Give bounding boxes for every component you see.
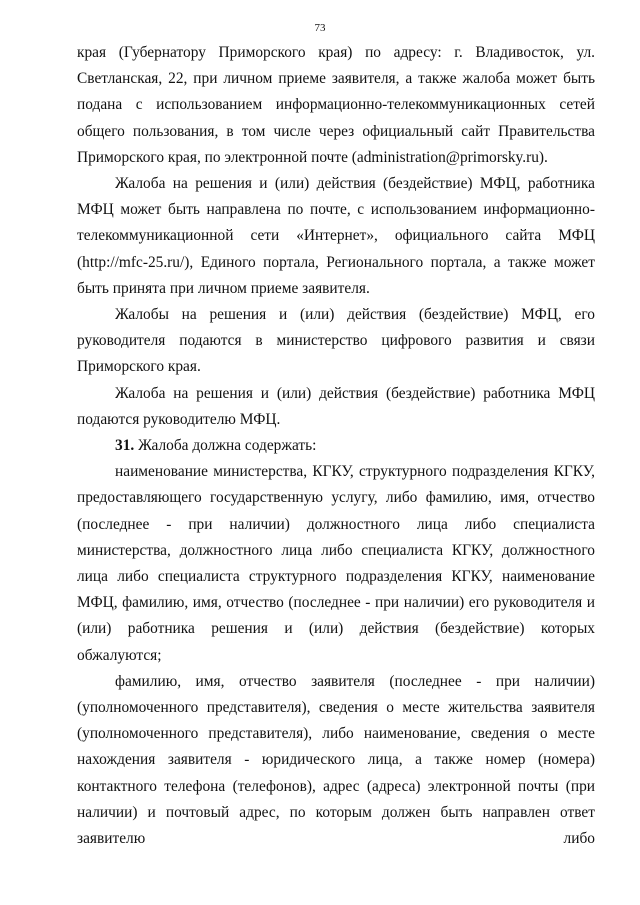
paragraph-section-31 — [77, 433, 595, 459]
page-number: 73 — [314, 22, 326, 34]
section-number: 31. — [115, 437, 135, 455]
paragraph-mfc-worker-complaints: Жалоба на решения и (или) действия (бездействие) работника МФЦ подаются руководителю МФЦ. — [77, 384, 595, 428]
paragraph-complaint-content-authority: наименование министерства, КГКУ, структурного подразделения КГКУ, предоставляющего государственную услугу, либо фамилию, имя, отчество (последнее - при наличии) должностного лица либо специалиста министерства, должностного лица либо специалиста КГКУ, должностного лица либо специалиста структурного подразделения КГКУ, наименование МФЦ, фамилию, имя, отчество (последнее - при наличии) его руководителя и (или) работника решения и (или) действия (бездействие) которых обжалуются; — [77, 463, 595, 664]
section-31-text: Жалоба должна содержать: — [134, 437, 317, 455]
paragraph-complaint-content-applicant: фамилию, имя, отчество заявителя (последнее - при наличии) (уполномоченного представителя), сведения о месте жительства заявителя (уполномоченного представителя), либо наименование, сведения о месте нахождения заявителя - юридического лица, а также номер (номера) контактного телефона (телефонов), адрес (адреса) электронной почты (при наличии) и почтовый адрес, по которым должен быть направлен ответ заявителю либо — [77, 672, 595, 848]
document-body — [77, 40, 595, 852]
paragraph-mfc-head-complaints: Жалобы на решения и (или) действия (бездействие) МФЦ, его руководителя подаются в министерство цифрового развития и связи Приморского края. — [77, 306, 595, 376]
paragraph-mfc-complaint-channels: Жалоба на решения и (или) действия (бездействие) МФЦ, работника МФЦ может быть направлена по почте, с использованием информационно-телекоммуникационной сети «Интернет», официального сайта МФЦ (http://mfc-25.ru/), Единого портала, Регионального портала, а также может быть принята при личном приеме заявителя. — [77, 175, 595, 297]
paragraph-complaint-address: края (Губернатору Приморского края) по адресу: г. Владивосток, ул. Светланская, 22, при личном приеме заявителя, а также жалоба может быть подана с использованием информационно-телекоммуникационных сетей общего пользования, в том числе через официальный сайт Правительства Приморского края, по электронной почте (administration@primorsky.ru). — [77, 44, 595, 166]
